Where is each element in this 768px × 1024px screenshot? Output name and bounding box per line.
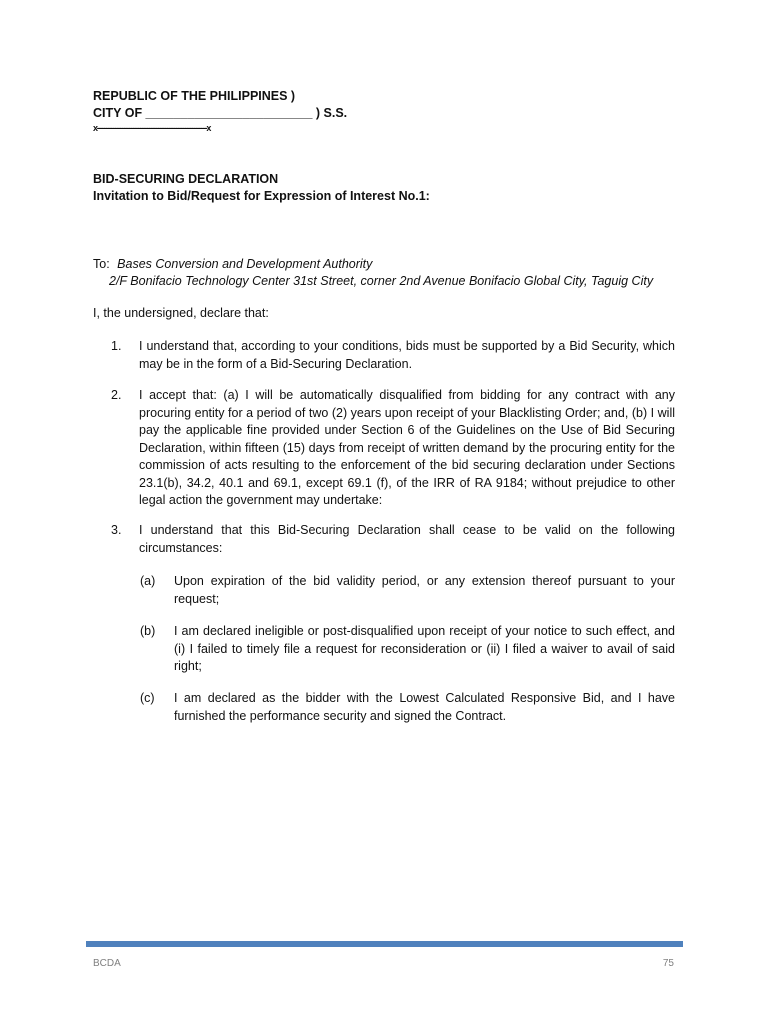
intro-statement: I, the undersigned, declare that: <box>93 306 269 320</box>
separator-line: x-------------------------------------------------------------x <box>93 123 211 133</box>
circumstance-text: I am declared ineligible or post-disqualified upon receipt of your notice to such effect, and (i) I failed to timely file a request for reconsideration or (ii) I filed a waiver to avail of said right; <box>174 624 675 673</box>
footer-organization: BCDA <box>93 958 121 969</box>
item-number: 3. <box>111 523 122 537</box>
declaration-item <box>111 522 675 557</box>
addressee-block <box>93 256 675 290</box>
item-number: 2. <box>111 388 122 402</box>
declaration-item <box>111 387 675 510</box>
circumstance-item <box>140 690 675 725</box>
circumstance-text: Upon expiration of the bid validity period, or any extension thereof pursuant to your request; <box>174 574 675 606</box>
circumstance-text: I am declared as the bidder with the Lowest Calculated Responsive Bid, and I have furnished the performance security and signed the Contract. <box>174 691 675 723</box>
circumstance-item <box>140 623 675 676</box>
item-text: I understand that this Bid-Securing Declaration shall cease to be valid on the following circumstances: <box>139 523 675 555</box>
addressee-name: Bases Conversion and Development Authority <box>117 257 373 271</box>
invitation-subheading: Invitation to Bid/Request for Expression of Interest No.1: <box>93 189 430 203</box>
circumstance-label: (b) <box>140 624 156 638</box>
addressee-address: 2/F Bonifacio Technology Center 31st Street, corner 2nd Avenue Bonifacio Global City, Taguig City <box>109 274 654 288</box>
circumstance-label: (c) <box>140 691 155 705</box>
republic-line: REPUBLIC OF THE PHILIPPINES ) <box>93 89 296 103</box>
circumstance-label: (a) <box>140 574 156 588</box>
to-label: To: <box>93 257 110 271</box>
declaration-item <box>111 338 675 373</box>
city-line: CITY OF ________________________ ) S.S. <box>93 106 348 120</box>
item-text: I understand that, according to your conditions, bids must be supported by a Bid Security, which may be in the form of a Bid-Securing Declaration. <box>139 339 675 371</box>
document-title <box>93 171 675 205</box>
declaration-heading: BID-SECURING DECLARATION <box>93 172 279 186</box>
item-number: 1. <box>111 339 122 353</box>
item-text: I accept that: (a) I will be automatically disqualified from bidding for any contract with any procuring entity for a period of two (2) years upon receipt of your Blacklisting Order; and, (b) I will pay the applicable fine provided under Section 6 of the Guidelines on the Use of Bid Securing Declaration, within fifteen (15) days from receipt of written demand by the procuring entity for the commission of acts resulting to the enforcement of the bid securing declaration under Sections 23.1(b), 34.2, 40.1 and 69.1, except 69.1 (f), of the IRR of RA 9184; without prejudice to other legal action the government may undertake: <box>139 388 675 507</box>
circumstance-item <box>140 573 675 608</box>
jurisdiction-header <box>93 88 675 135</box>
page-number: 75 <box>662 958 674 969</box>
footer-rule <box>86 941 683 947</box>
